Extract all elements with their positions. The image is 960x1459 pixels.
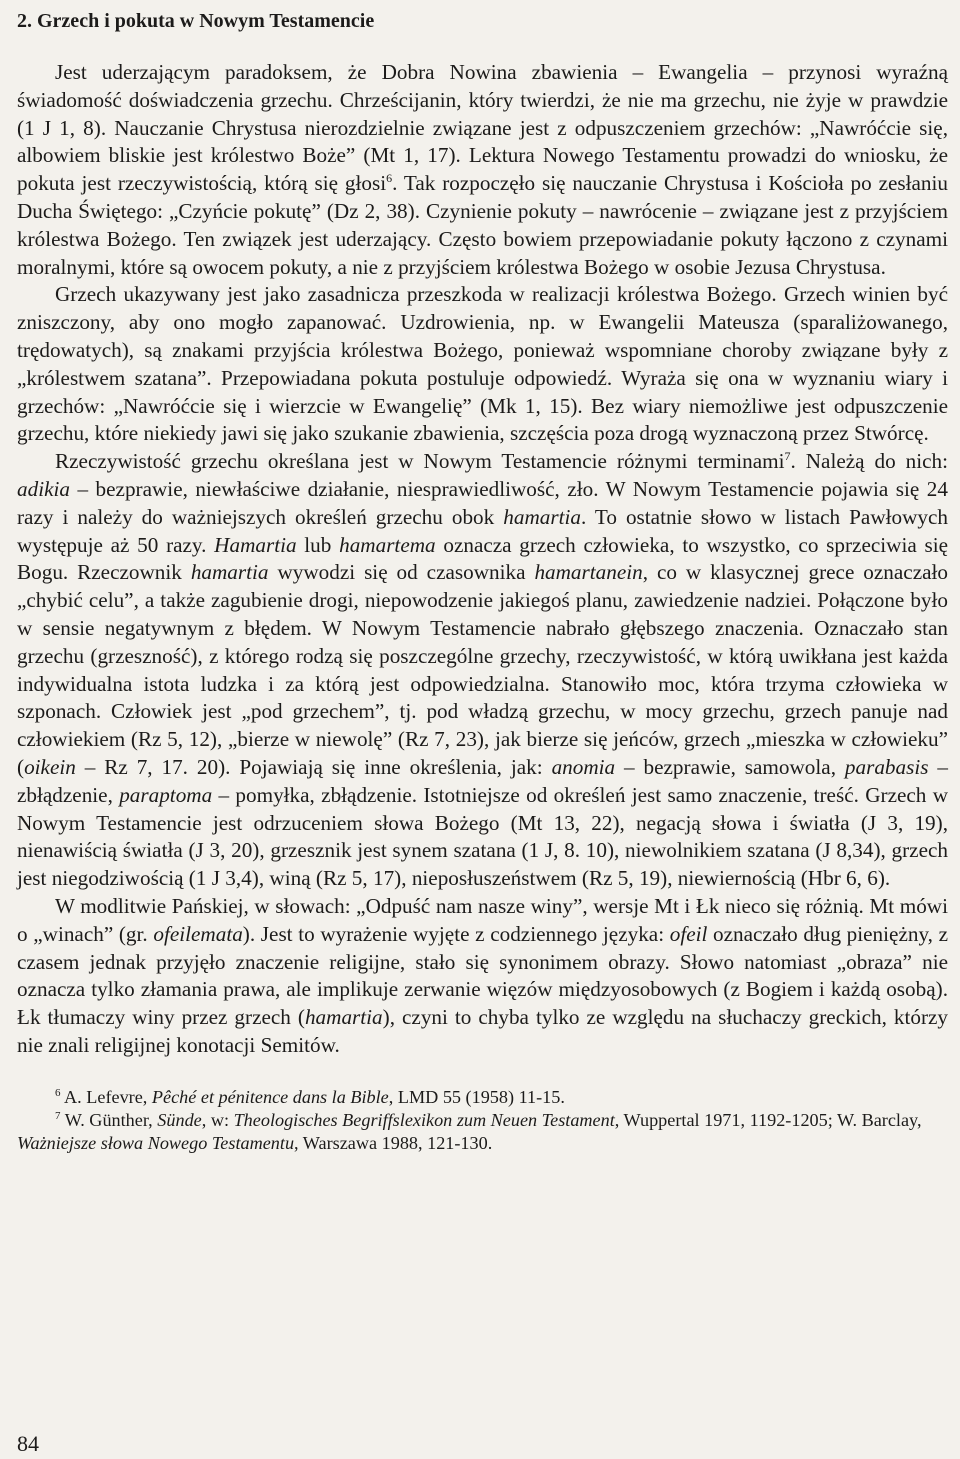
text-run: – zbłądzenie,: [17, 754, 948, 807]
italic-term: hamartema: [339, 532, 436, 557]
text-run: . Należą do nich:: [790, 449, 948, 474]
text-run: wywodzi się od czasownika: [268, 560, 535, 585]
footnote-marker: 6: [386, 171, 393, 186]
text-run: lub: [296, 532, 340, 557]
section-heading: 2. Grzech i pokuta w Nowym Testamencie: [17, 10, 375, 32]
italic-term: Ważniejsze słowa Nowego Testamentu: [17, 1132, 295, 1153]
italic-term: adikia: [17, 476, 70, 501]
text-run: Rzeczywistość grzechu określana jest w Nowym Testamencie różnymi terminami: [55, 449, 785, 474]
text-run: – pomyłka, zbłądzenie. Istotniejsze od określeń jest samo znaczenie, treść. Grzech w Nowym Testamencie jest odrzuceniem słowa Bożego (Mt 13, 22), negacją słowa i światła (J 3, 19), nienawiścią światła (J 3, 20), grzesznik jest synem szatana (1 J, 8. 10), niewolnikiem szatana (J 8,34), grzech jest niegodziwością (1 J 3,4), winą (Rz 5, 17), nieposłuszeństwem (Rz 5, 19), niewiernością (Hbr 6, 6).: [17, 782, 948, 891]
text-run: ), czyni to chyba tylko ze względu na słuchaczy greckich, którzy nie znali religijnej konotacji Semitów.: [17, 1005, 948, 1057]
paragraph-4: [17, 893, 948, 1060]
italic-term: ofeilemata: [153, 921, 243, 946]
italic-term: Sünde: [157, 1109, 202, 1130]
text-run: . Tak rozpoczęło się nauczanie Chrystusa i Kościoła po zesłaniu Ducha Świętego: „Czyńcie pokutę” (Dz 2, 38). Czynienie pokuty – nawrócenie – związane jest z przyjściem królestwa Bożego. Ten związek jest uderzający. Często bowiem przepowiadanie pokuty łączono z czynami moralnymi, które są owocem pokuty, a nie z przyjściem królestwa Bożego w osobie Jezusa Chrystusa.: [17, 171, 948, 279]
page-number: 84: [17, 1431, 39, 1456]
text-run: A. Lefevre,: [60, 1086, 152, 1107]
italic-term: anomia: [551, 754, 616, 779]
italic-term: hamartanein: [534, 560, 643, 585]
text-run: Grzech ukazywany jest jako zasadnicza przeszkoda w realizacji królestwa Bożego. Grzech winien być zniszczony, aby ono mogło zapanować. Uzdrowienia, np. w Ewangelii Mateusza (sparaliżowanego, trędowatych), są znakami przyjścia królestwa Bożego, ponieważ wspomniane choroby związane były z „królestwem szatana”. Przepowiadana pokuta postuluje odpowiedź. Wyraża się ona w wyznaniu wiary i grzechów: „Nawróćcie się i wierzcie w Ewangelię” (Mk 1, 15). Bez wiary niemożliwe jest odpuszczenie grzechu, które niekiedy jawi się jako szukanie zbawienia, szczęścia poza drogą wyznaczoną przez Stwórcę.: [17, 282, 948, 446]
footnote-marker: 7: [55, 1109, 61, 1122]
paragraph-3: [17, 448, 948, 893]
text-run: ). Jest to wyrażenie wyjęte z codziennego języka:: [242, 921, 670, 946]
text-run: oznacza grzech człowieka, to wszystko, co sprzeciwia się Bogu. Rzeczownik: [17, 532, 948, 585]
italic-term: Theologisches Begriffslexikon zum Neuen Testament: [233, 1109, 615, 1130]
text-run: , w:: [201, 1109, 234, 1130]
text-run: W. Günther,: [60, 1109, 158, 1130]
text-run: – bezprawie, samowola,: [615, 754, 845, 779]
footnote-7: [17, 1109, 948, 1155]
italic-term: ofeil: [669, 921, 708, 946]
text-run: , Wuppertal 1971, 1192-1205; W. Barclay,: [614, 1109, 922, 1130]
text-run: W modlitwie Pańskiej, w słowach: „Odpuść nam nasze winy”, wersje Mt i Łk nieco się różnią. Mt mówi o „winach” (gr.: [17, 893, 948, 946]
footnotes: [17, 1086, 948, 1155]
italic-term: Pêché et pénitence dans la Bible: [151, 1086, 389, 1107]
italic-term: hamartia: [503, 504, 581, 529]
text-run: , co w klasycznej grece oznaczało „chybić celu”, a także zagubienie drogi, niepowodzenie jakiegoś planu, zawiedzenie nadziei. Połączone było w sensie negatywnym z błędem. W Nowym Testamencie nabrało głębszego znaczenia. Oznaczało stan grzechu (grzeszność), z którego rodzą się poszczególne grzechy, rzeczywistość, w którą uwikłana jest każda indywidualna istota ludzka i za którą jest odpowiedzialna. Stanowiło moc, która trzyma człowieka w szponach. Człowiek jest „pod grzechem”, tj. pod władzą grzechu, w mocy grzechu, grzech panuje nad człowiekiem (Rz 5, 12), „bierze w niewolę” (Rz 7, 23), jak bierze się jeńców, grzech „mieszka w człowieku” (: [17, 560, 948, 779]
text-run: Jest uderzającym paradoksem, że Dobra Nowina zbawienia – Ewangelia – przynosi wyraźną świadomość doświadczenia grzechu. Chrześcijanin, który twierdzi, że nie ma grzechu, nie żyje w prawdzie (1 J 1, 8). Nauczanie Chrystusa nierozdzielnie związane jest z odpuszczeniem grzechów: „Nawróćcie się, albowiem bliskie jest królestwo Boże” (Mt 1, 17). Lektura Nowego Testamentu prowadzi do wniosku, że pokuta jest rzeczywistością, którą się głosi: [17, 60, 948, 196]
text-run: oznaczało dług pieniężny, z czasem jednak przyjęło znaczenie religijne, stało się synonimem obrazy. Słowo natomiast „obraza” nie oznacza tylko złamania prawa, ale implikuje zerwanie więzów międzyosobowych (z Bogiem i każdą osobą). Łk tłumaczy winy przez grzech (: [17, 921, 949, 1030]
page: [17, 6, 948, 1155]
paragraph-1: [17, 59, 948, 281]
italic-term: hamartia: [304, 1005, 383, 1030]
italic-term: paraptoma: [119, 782, 213, 807]
paragraph-2: [17, 281, 948, 448]
italic-term: Hamartia: [214, 532, 297, 557]
footnote-6: [17, 1086, 948, 1109]
text-run: – bezprawie, niewłaściwe działanie, niesprawiedliwość, zło. W Nowym Testamencie pojawia się 24 razy i należy do ważniejszych określeń grzechu obok: [17, 476, 948, 529]
text-run: , Warszawa 1988, 121-130.: [294, 1132, 493, 1153]
italic-term: oikein: [24, 754, 76, 779]
body-text: [17, 59, 948, 1060]
text-run: – Rz 7, 17. 20). Pojawiają się inne określenia, jak:: [75, 754, 552, 779]
text-run: , LMD 55 (1958) 11-15.: [388, 1086, 565, 1107]
footnote-marker: 6: [55, 1086, 61, 1099]
italic-term: parabasis: [844, 754, 929, 779]
footnote-marker: 7: [784, 449, 791, 464]
text-run: . To ostatnie słowo w listach Pawłowych występuje aż 50 razy.: [17, 504, 948, 557]
italic-term: hamartia: [190, 560, 269, 585]
